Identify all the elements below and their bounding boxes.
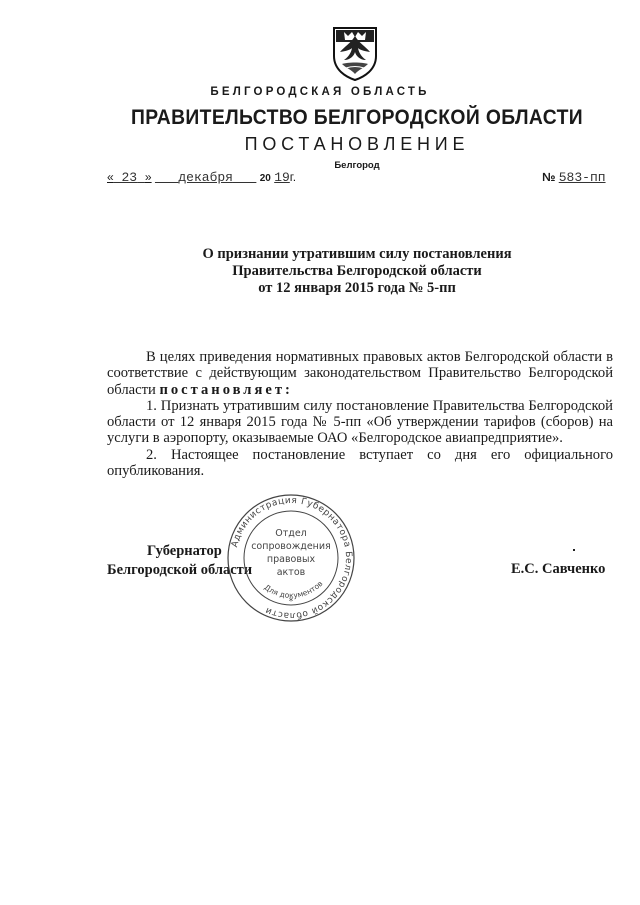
document-body [107,349,613,479]
signature-mark [573,549,575,551]
date-year-prefix: 20 [259,173,271,184]
date-year-suffix: 19 [274,170,290,185]
coat-of-arms-icon [330,24,380,82]
document-title [0,246,640,297]
stamp-line-3: правовых [266,554,316,565]
date-close-quote: » [144,170,152,184]
stamp-line-2: сопровождения [251,541,331,552]
date-year-abbr: г. [289,170,297,184]
title-line-1: О признании утратившим силу постановления [202,246,512,262]
item-1: 1. Признать утратившим силу постановление Правительства Белгородской области от 12 января 2015 года № 5-пп «Об утверждении тарифов (сборов) на услуги в аэропорту, оказываемые ОАО «Белгородское авиапредприятие». [107,397,613,447]
number-sign: № [542,170,556,184]
preamble-text: В целях приведения нормативных правовых актов Белгородской области в соответствие с действующим законодательством Правительство Белгородской области [107,349,613,398]
title-line-3: от 12 января 2015 года № 5-пп [258,280,456,296]
signatory-name: Е.С. Савченко [511,561,606,577]
date-open-quote: « [107,170,114,184]
region-name: БЕЛГОРОДСКАЯ ОБЛАСТЬ [210,86,430,98]
city-name: Белгород [334,160,380,171]
document-date [107,170,296,185]
official-stamp [225,492,357,624]
position-line-1: Губернатор [147,543,222,559]
preamble-paragraph [107,349,613,398]
stamp-star: * [288,597,294,607]
svg-text:Для документов [263,579,325,600]
date-month: декабря [178,170,233,185]
position-line-2: Белгородской области [107,562,253,578]
stamp-ring-text: Администрация Губернатора Белгородской области [230,495,354,621]
date-day: 23 [121,170,138,185]
stamp-line-4: актов [276,567,306,578]
decrees-word: постановляет: [159,381,293,398]
document-number [542,170,606,185]
stamp-line-1: Отдел [275,528,307,539]
item-2: 2. Настоящее постановление вступает со дня его официального опубликования. [107,446,613,480]
government-name: ПРАВИТЕЛЬСТВО БЕЛГОРОДСКОЙ ОБЛАСТИ [130,106,584,129]
number-value: 583-пп [558,170,606,185]
stamp-bottom-text: Для документов [262,578,325,600]
document-type: ПОСТАНОВЛЕНИЕ [244,134,470,154]
title-line-2: Правительства Белгородской области [232,263,482,279]
